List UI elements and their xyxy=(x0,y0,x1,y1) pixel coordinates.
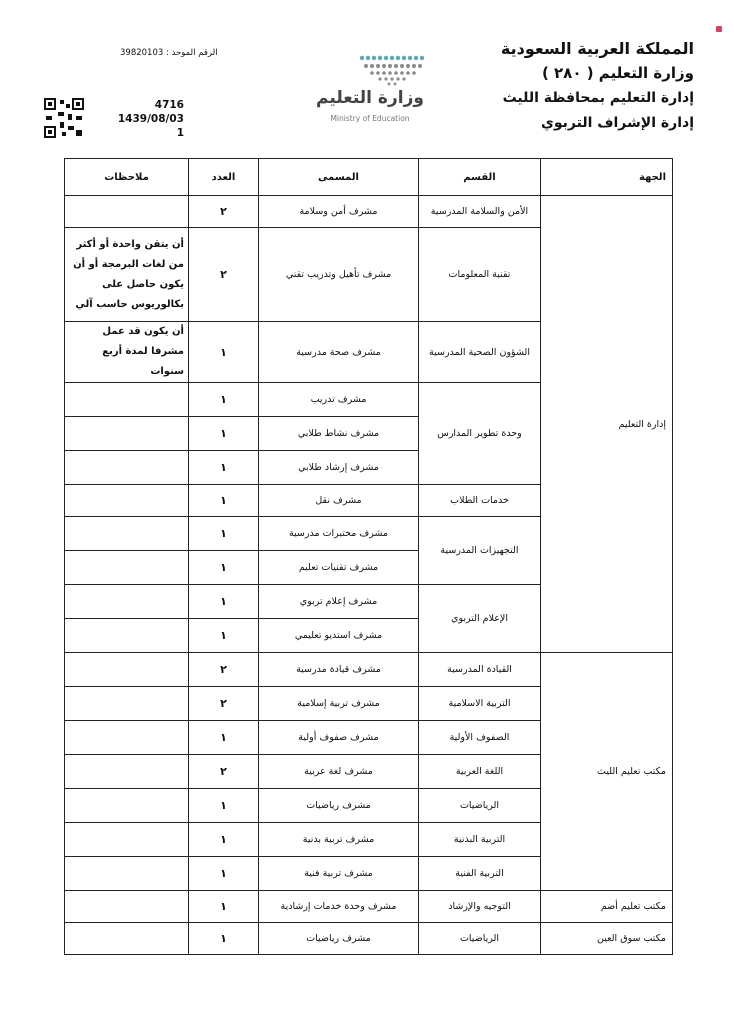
department-cell: الصفوف الأولية xyxy=(419,721,541,755)
notes-cell xyxy=(65,619,189,653)
side-cell: مكتب سوق العين xyxy=(541,923,673,955)
notes-cell xyxy=(65,417,189,451)
department-cell: خدمات الطلاب xyxy=(419,485,541,517)
column-header-notes: ملاحظات xyxy=(65,159,189,196)
title-cell: مشرف مختبرات مدرسية xyxy=(259,517,419,551)
department-cell: الإعلام التربوي xyxy=(419,585,541,653)
count-cell: ١ xyxy=(189,857,259,891)
title-cell: مشرف قيادة مدرسية xyxy=(259,653,419,687)
department-cell: التربية الاسلامية xyxy=(419,687,541,721)
notes-cell xyxy=(65,823,189,857)
title-cell: مشرف تأهيل وتدريب تقني xyxy=(259,228,419,322)
notes-cell xyxy=(65,687,189,721)
reference-attachments: 1 xyxy=(176,127,184,139)
column-header-side: الجهة xyxy=(541,159,673,196)
ministry-logo xyxy=(300,52,440,132)
ministry-dots-icon xyxy=(358,52,428,86)
title-cell: مشرف صفوف أولية xyxy=(259,721,419,755)
department-cell: تقنية المعلومات xyxy=(419,228,541,322)
department-cell: الأمن والسلامة المدرسية xyxy=(419,196,541,228)
notes-cell xyxy=(65,383,189,417)
count-cell: ١ xyxy=(189,721,259,755)
title-cell: مشرف استديو تعليمي xyxy=(259,619,419,653)
department-cell: التربية البدنية xyxy=(419,823,541,857)
title-cell: مشرف أمن وسلامة xyxy=(259,196,419,228)
department-cell: التوجيه والإرشاد xyxy=(419,891,541,923)
notes-cell xyxy=(65,451,189,485)
title-cell: مشرف تقنيات تعليم xyxy=(259,551,419,585)
count-cell: ١ xyxy=(189,923,259,955)
department-cell: اللغة العربية xyxy=(419,755,541,789)
department-cell: الرياضيات xyxy=(419,923,541,955)
department-cell: وحدة تطوير المدارس xyxy=(419,383,541,485)
count-cell: ٢ xyxy=(189,196,259,228)
title-cell: مشرف نقل xyxy=(259,485,419,517)
notes-cell xyxy=(65,857,189,891)
count-cell: ١ xyxy=(189,383,259,417)
count-cell: ١ xyxy=(189,417,259,451)
title-cell: مشرف تربية إسلامية xyxy=(259,687,419,721)
title-cell: مشرف وحدة خدمات إرشادية xyxy=(259,891,419,923)
count-cell: ١ xyxy=(189,451,259,485)
count-cell: ١ xyxy=(189,551,259,585)
reference-block xyxy=(114,98,184,140)
count-cell: ١ xyxy=(189,485,259,517)
department-cell: القيادة المدرسية xyxy=(419,653,541,687)
logo-english-text: Ministry of Education xyxy=(330,114,410,123)
title-cell: مشرف إرشاد طلابي xyxy=(259,451,419,485)
title-cell: مشرف تدريب xyxy=(259,383,419,417)
department-cell: الرياضيات xyxy=(419,789,541,823)
notes-cell xyxy=(65,653,189,687)
table-row xyxy=(65,653,673,687)
title-cell: مشرف إعلام تربوي xyxy=(259,585,419,619)
notes-cell xyxy=(65,517,189,551)
logo-arabic-text: وزارة التعليم xyxy=(316,88,424,108)
count-cell: ١ xyxy=(189,891,259,923)
side-cell: مكتب تعليم الليث xyxy=(541,653,673,891)
title-cell: مشرف رياضيات xyxy=(259,789,419,823)
count-cell: ٢ xyxy=(189,228,259,322)
notes-cell xyxy=(65,485,189,517)
count-cell: ٢ xyxy=(189,653,259,687)
table-row xyxy=(65,891,673,923)
notes-cell xyxy=(65,585,189,619)
department-cell: التربية الفنية xyxy=(419,857,541,891)
count-cell: ١ xyxy=(189,517,259,551)
notes-cell xyxy=(65,721,189,755)
column-header-count: العدد xyxy=(189,159,259,196)
count-cell: ١ xyxy=(189,619,259,653)
count-cell: ١ xyxy=(189,585,259,619)
notes-cell xyxy=(65,755,189,789)
header-directorate: إدارة التعليم بمحافظة الليث xyxy=(502,90,694,106)
notes-cell: أن يتقن واحدة أو أكثر من لغات البرمجة أو أن يكون حاصل على بكالوريوس حاسب آلي xyxy=(65,228,189,322)
notes-cell: أن يكون قد عمل مشرفا لمدة أربع سنوات xyxy=(65,322,189,383)
side-cell: إدارة التعليم xyxy=(541,196,673,653)
reference-date: 1439/08/03 xyxy=(117,113,184,125)
header-ministry: وزارة التعليم ( ٢٨٠ ) xyxy=(541,64,694,82)
positions-table xyxy=(64,158,673,955)
count-cell: ٢ xyxy=(189,687,259,721)
title-cell: مشرف نشاط طلابي xyxy=(259,417,419,451)
count-cell: ١ xyxy=(189,322,259,383)
title-cell: مشرف صحة مدرسية xyxy=(259,322,419,383)
qr-code-icon xyxy=(44,98,84,138)
count-cell: ١ xyxy=(189,823,259,857)
department-cell: الشؤون الصحية المدرسية xyxy=(419,322,541,383)
title-cell: مشرف لغة عربية xyxy=(259,755,419,789)
notes-cell xyxy=(65,891,189,923)
column-header-department: القسم xyxy=(419,159,541,196)
notes-cell xyxy=(65,551,189,585)
count-cell: ١ xyxy=(189,789,259,823)
title-cell: مشرف رياضيات xyxy=(259,923,419,955)
table-header-row xyxy=(65,159,673,196)
title-cell: مشرف تربية فنية xyxy=(259,857,419,891)
unified-number: الرقم الموحد : 39820103 xyxy=(120,48,218,58)
department-cell: التجهيزات المدرسية xyxy=(419,517,541,585)
notes-cell xyxy=(65,789,189,823)
header-country: المملكة العربية السعودية xyxy=(500,39,694,58)
notes-cell xyxy=(65,196,189,228)
column-header-title: المسمى xyxy=(259,159,419,196)
letterhead xyxy=(464,36,694,136)
table-row xyxy=(65,196,673,228)
corner-mark xyxy=(716,26,722,32)
reference-number: 4716 xyxy=(154,99,184,111)
header-department: إدارة الإشراف التربوي xyxy=(541,115,694,131)
title-cell: مشرف تربية بدنية xyxy=(259,823,419,857)
count-cell: ٢ xyxy=(189,755,259,789)
side-cell: مكتب تعليم أضم xyxy=(541,891,673,923)
table-row xyxy=(65,923,673,955)
notes-cell xyxy=(65,923,189,955)
